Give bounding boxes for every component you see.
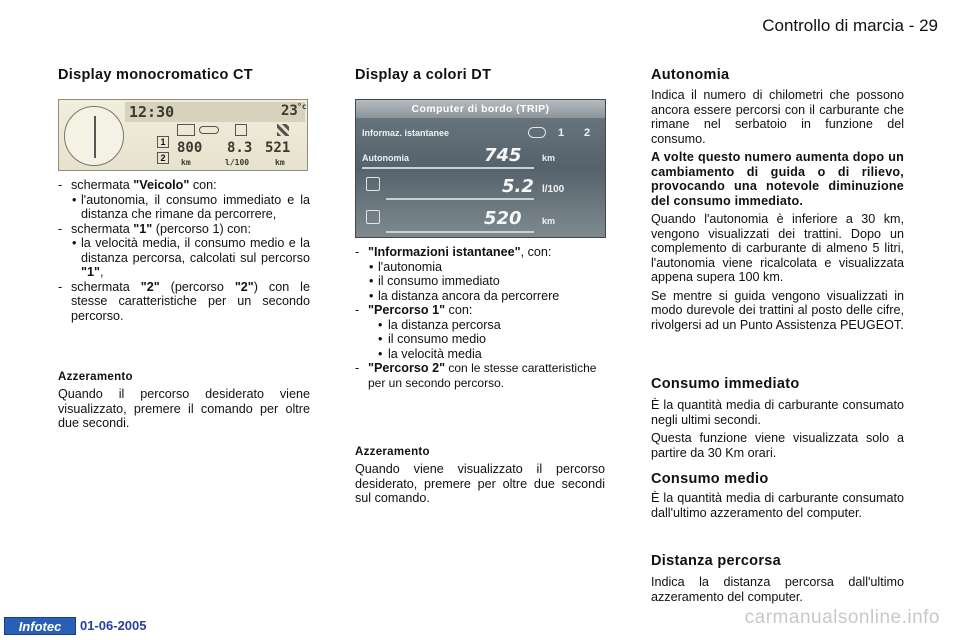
list-item: • l'autonomia: [368, 260, 605, 275]
mono-box-1: 1: [157, 136, 169, 148]
speedometer-icon: [64, 106, 124, 166]
list-item: - "Informazioni istantanee", con: • l'autonomia • il consumo immediato • la distanza ancora da percorrere: [355, 245, 605, 303]
watermark: carmanualsonline.info: [744, 607, 940, 628]
flag-icon: [366, 210, 380, 224]
mono-value-1: 800: [177, 140, 203, 156]
average-consumption-section: [651, 491, 904, 520]
mono-reset-section: [58, 371, 310, 431]
color-value-autonomy: 745: [484, 145, 522, 166]
color-reset-text: Quando viene visualizzato il percorso desiderato, premere per oltre due secondi sul comando.: [355, 462, 605, 505]
color-display-title: Computer di bordo (TRIP): [356, 100, 605, 118]
instant-consumption-text-2: Questa funzione viene visualizzata solo a partire da 30 Km orari.: [651, 431, 904, 460]
autonomy-text-3: Quando l'autonomia è inferiore a 30 km, vengono visualizzati dei trattini. Dopo un complemento di carburante di almeno 5 litri, l'autonomia viene ricalcolata e visualizzata appena supera 100 km.: [651, 212, 904, 284]
list-item: • l'autonomia, il consumo immediato e la distanza che rimane da percorrere,: [71, 193, 310, 222]
color-value-consumption: 5.2: [502, 176, 534, 197]
list-item: - "Percorso 2" con le stesse caratteristiche per un secondo percorso.: [355, 361, 605, 390]
list-item: • il consumo medio: [368, 332, 605, 347]
pump-icon: [235, 124, 247, 136]
car-icon: [199, 126, 219, 134]
color-trip-1: 1: [558, 127, 565, 139]
mono-unit-1: km: [181, 158, 191, 167]
list-item: - "Percorso 1" con: • la distanza percorsa • il consumo medio • la velocità media: [355, 303, 605, 361]
infotec-logo: Infotec: [4, 617, 76, 635]
color-value-distance: 520: [484, 208, 522, 229]
autonomy-text-2: A volte questo numero aumenta dopo un cambiamento di guida o di rilievo, provocando una notevole diminuzione del consumo immediato.: [651, 150, 904, 208]
list-item: - schermata "1" (percorso 1) con: • la velocità media, il consumo medio e la distanza percorsa, calcolati sul percorso "1",: [58, 222, 310, 280]
page-header: [762, 16, 938, 36]
mono-box-2: 2: [157, 152, 169, 164]
section-title: Controllo di marcia: [762, 16, 904, 35]
distance-heading: Distanza percorsa: [651, 553, 782, 569]
mono-temp-unit: °c: [297, 102, 307, 111]
fuel-icon: [177, 124, 195, 136]
autonomy-heading: Autonomia: [651, 67, 730, 83]
color-unit-consumption: l/100: [542, 184, 565, 195]
list-item: • la distanza ancora da percorrere: [368, 289, 605, 304]
color-unit-distance: km: [542, 216, 556, 226]
instant-consumption-heading: Consumo immediato: [651, 376, 800, 392]
mono-display-heading: Display monocromatico CT: [58, 67, 253, 83]
edition-date: 01-06-2005: [80, 618, 147, 633]
fuel-icon: [366, 177, 380, 191]
instant-consumption-text-1: È la quantità media di carburante consumato negli ultimi secondi.: [651, 398, 904, 427]
list-item: • il consumo immediato: [368, 274, 605, 289]
autonomy-section: [651, 88, 904, 332]
color-trip-2: 2: [584, 127, 591, 139]
mono-reset-text: Quando il percorso desiderato viene visualizzato, premere il comando per oltre due secondi.: [58, 387, 310, 430]
color-unit-autonomy: km: [542, 153, 556, 163]
trip-icon: [528, 127, 546, 138]
color-reset-section: [355, 446, 605, 506]
list-item: • la distanza percorsa: [368, 318, 605, 333]
mono-temp: 23: [281, 103, 298, 119]
page-number: 29: [919, 16, 938, 35]
mono-value-2: 8.3: [227, 140, 253, 156]
distance-section: [651, 575, 904, 604]
autonomy-text-4: Se mentre si guida vengono visualizzati in modo durevole dei trattini al posto delle cifre, rivolgersi ad un Punto Assistenza PEUGEOT.: [651, 288, 904, 332]
instant-consumption-section: [651, 398, 904, 460]
list-item: • la velocità media: [368, 347, 605, 362]
color-reset-heading: Azzeramento: [355, 446, 430, 458]
mono-display-image: [58, 99, 308, 171]
flag-icon: [277, 124, 289, 136]
autonomy-text-1: Indica il numero di chilometri che possono ancora essere percorsi con il carburante che rimane nel serbatoio in funzione del consumo.: [651, 88, 904, 146]
color-row-autonomy: Autonomia: [362, 153, 409, 163]
color-display-heading: Display a colori DT: [355, 67, 492, 83]
color-display-image: [355, 99, 606, 238]
list-item: - schermata "2" (percorso "2") con le stesse caratteristiche per un secondo percorso.: [58, 280, 310, 324]
distance-text: Indica la distanza percorsa dall'ultimo azzeramento del computer.: [651, 575, 904, 604]
mono-reset-heading: Azzeramento: [58, 371, 133, 383]
header-separator: -: [903, 16, 920, 35]
mono-value-3: 521: [265, 140, 291, 156]
mono-unit-2: l/100: [225, 158, 250, 167]
mono-unit-3: km: [275, 158, 285, 167]
average-consumption-text: È la quantità media di carburante consumato dall'ultimo azzeramento del computer.: [651, 491, 904, 520]
list-item: - schermata "Veicolo" con: • l'autonomia, il consumo immediato e la distanza che rimane da percorrere,: [58, 178, 310, 222]
color-row-info: Informaz. istantanee: [362, 128, 450, 138]
mono-clock: 12:30: [129, 103, 175, 121]
mono-screens-list: [58, 178, 310, 323]
list-item: • la velocità media, il consumo medio e la distanza percorsa, calcolati sul percorso "1",: [71, 236, 310, 280]
average-consumption-heading: Consumo medio: [651, 471, 769, 487]
color-screens-list: [355, 245, 605, 390]
